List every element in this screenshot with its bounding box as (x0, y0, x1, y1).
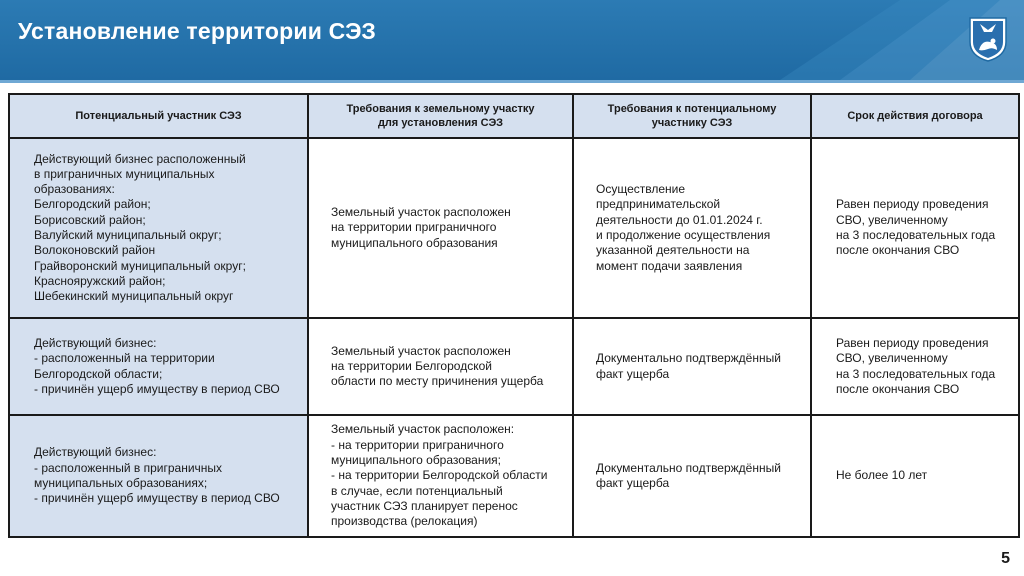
column-header-contract-term: Срок действия договора (811, 94, 1019, 138)
cell-contract-term: Равен периоду проведения СВО, увеличенному на 3 последовательных года после окончания СВО (811, 318, 1019, 415)
cell-participant-requirement: Осуществление предпринимательской деятельности до 01.01.2024 г. и продолжение осуществления указанной деятельности на момент подачи заявления (573, 138, 811, 318)
cell-land-requirement: Земельный участок расположен на территории приграничного муниципального образования (308, 138, 573, 318)
cell-participant: Действующий бизнес: - расположенный на территории Белгородской области; - причинён ущерб имуществу в период СВО (9, 318, 308, 415)
column-header-land-requirements: Требования к земельному участку для установления СЭЗ (308, 94, 573, 138)
header-underline (0, 80, 1024, 83)
slide-title: Установление территории СЭЗ (18, 18, 376, 44)
table-row (9, 318, 1019, 415)
cell-participant-requirement: Документально подтверждённый факт ущерба (573, 318, 811, 415)
belgorod-coat-of-arms-icon (968, 16, 1008, 62)
column-header-participant-requirements: Требования к потенциальному участнику СЭЗ (573, 94, 811, 138)
cell-participant: Действующий бизнес расположенный в приграничных муниципальных образованиях: Белгородский район; Борисовский район; Валуйский муниципальный округ; Волоконовский район Грайворонский муниципальный округ; Краснояружский район; Шебекинский муниципальный округ (9, 138, 308, 318)
cell-land-requirement: Земельный участок расположен на территории Белгородской области по месту причинения ущерба (308, 318, 573, 415)
cell-participant: Действующий бизнес: - расположенный в приграничных муниципальных образованиях; - причинён ущерб имуществу в период СВО (9, 415, 308, 537)
column-header-participant: Потенциальный участник СЭЗ (9, 94, 308, 138)
slide-header (0, 0, 1024, 80)
table-row (9, 415, 1019, 537)
sez-requirements-table (8, 93, 1020, 538)
cell-participant-requirement: Документально подтверждённый факт ущерба (573, 415, 811, 537)
table-header-row (9, 94, 1019, 138)
cell-contract-term: Не более 10 лет (811, 415, 1019, 537)
cell-contract-term: Равен периоду проведения СВО, увеличенному на 3 последовательных года после окончания СВО (811, 138, 1019, 318)
page-number: 5 (1001, 550, 1010, 567)
table-row (9, 138, 1019, 318)
cell-land-requirement: Земельный участок расположен: - на территории приграничного муниципального образования; - на территории Белгородской области в случае, если потенциальный участник СЭЗ планирует перенос производства (релокация) (308, 415, 573, 537)
